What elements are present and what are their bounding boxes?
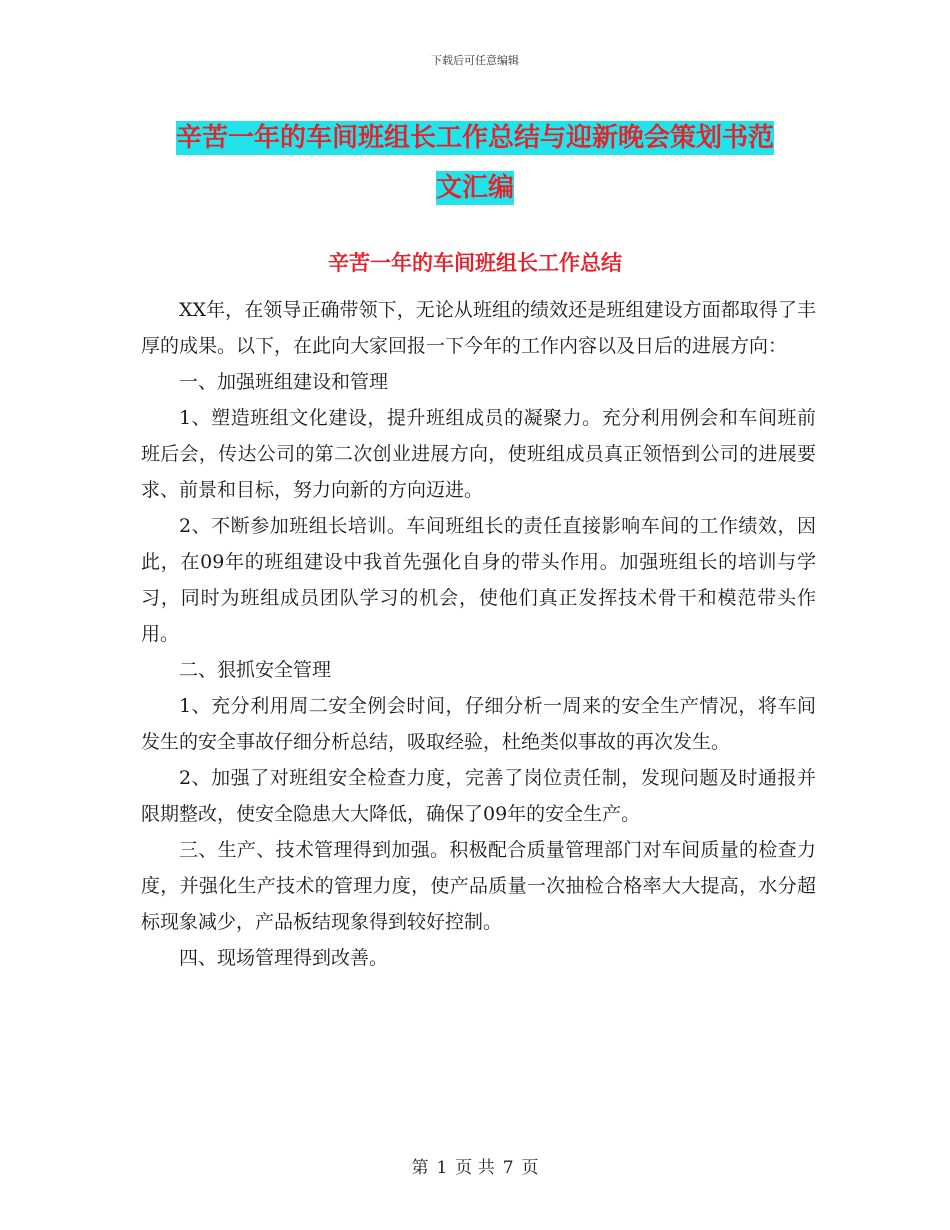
paragraph: 2、不断参加班组长培训。车间班组长的责任直接影响车间的工作绩效，因此，在09年的班组建设中我首先强化自身的带头作用。加强班组长的培训与学习，同时为班组成员团队学习的机会，使他们真正发挥技术骨干和模范带头作用。 <box>141 515 816 645</box>
paragraph: XX年，在领导正确带领下，无论从班组的绩效还是班组建设方面都取得了丰厚的成果。以下，在此向大家回报一下今年的工作内容以及日后的进展方向： <box>141 299 816 357</box>
paragraph: 三、生产、技术管理得到加强。积极配合质量管理部门对车间质量的检查力度，并强化生产技术的管理力度，使产品质量一次抽检合格率大大提高，水分超标现象减少，产品板结现象得到较好控制。 <box>141 839 816 933</box>
paragraph: 一、加强班组建设和管理 <box>179 371 389 393</box>
document-body <box>141 292 816 976</box>
section-title: 辛苦一年的车间班组长工作总结 <box>328 251 622 275</box>
paragraph: 四、现场管理得到改善。 <box>179 947 389 969</box>
footer-middle: 页 共 <box>455 1158 495 1178</box>
page-number: 1 <box>436 1158 448 1178</box>
paragraph: 二、狠抓安全管理 <box>179 659 332 681</box>
title-line-1: 辛苦一年的车间班组长工作总结与迎新晚会策划书范 <box>175 123 774 153</box>
paragraph: 2、加强了对班组安全检查力度，完善了岗位责任制，发现问题及时通报并限期整改，使安全隐患大大降低，确保了09年的安全生产。 <box>141 767 816 825</box>
paragraph: 1、充分利用周二安全例会时间，仔细分析一周来的安全生产情况，将车间发生的安全事故仔细分析总结，吸取经验，杜绝类似事故的再次发生。 <box>141 695 816 753</box>
page-footer <box>0 1153 950 1178</box>
footer-suffix: 页 <box>521 1158 539 1178</box>
title-line-2: 文汇编 <box>435 173 514 203</box>
total-pages: 7 <box>502 1158 514 1178</box>
footer-prefix: 第 <box>411 1158 429 1178</box>
document-title <box>0 113 950 213</box>
paragraph: 1、塑造班组文化建设，提升班组成员的凝聚力。充分利用例会和车间班前班后会，传达公司的第二次创业进展方向，使班组成员真正领悟到公司的进展要求、前景和目标，努力向新的方向迈进。 <box>141 407 816 501</box>
header-note: 下载后可任意编辑 <box>431 54 519 67</box>
